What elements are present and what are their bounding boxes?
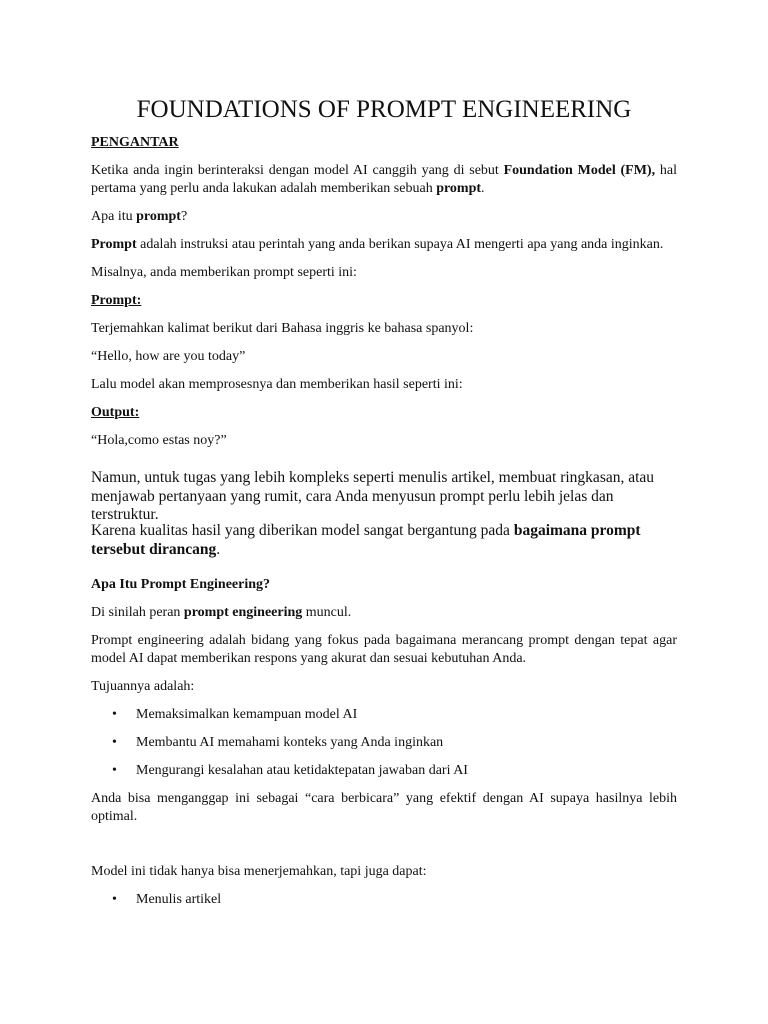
bold-term: Foundation Model (FM),: [503, 163, 656, 178]
paragraph-output-intro: Lalu model akan memprosesnya dan memberikan hasil seperti ini:: [91, 377, 463, 392]
paragraph-pe-definition: Prompt engineering adalah bidang yang fokus pada bagaimana merancang prompt dengan tepat agar model AI dapat memberikan respons yang akurat dan sesuai kebutuhan Anda.: [91, 633, 677, 666]
list-item: Menulis artikel: [136, 892, 222, 907]
paragraph-intro: [91, 162, 677, 198]
paragraph-question: [91, 208, 677, 226]
bullet-marker: •: [112, 763, 117, 778]
bold-term: prompt: [436, 181, 482, 196]
list-item: Memaksimalkan kemampuan model AI: [136, 707, 358, 722]
text-span: Ketika anda ingin berinteraksi dengan model AI canggih yang di sebut: [91, 163, 504, 178]
text-span: muncul.: [302, 605, 352, 620]
text-span: Karena kualitas hasil yang diberikan model sangat bergantung pada: [91, 522, 514, 539]
bold-term: prompt engineering: [183, 605, 303, 620]
bullet-marker: •: [112, 707, 117, 722]
bold-term: Prompt: [91, 237, 137, 252]
text-span: ?: [180, 209, 188, 224]
paragraph-complex-tasks: Namun, untuk tugas yang lebih kompleks seperti menulis artikel, membuat ringkasan, atau menjawab pertanyaan yang rumit, cara Anda menyusun prompt perlu lebih jelas dan terstruktur.: [91, 469, 655, 523]
paragraph-role: [91, 604, 677, 622]
list-item: Mengurangi kesalahan atau ketidaktepatan jawaban dari AI: [136, 763, 468, 778]
output-label: Output:: [91, 405, 140, 420]
text-span: .: [216, 540, 221, 558]
prompt-label: Prompt:: [91, 293, 142, 308]
text-span: hal pertama yang perlu anda lakukan adalah memberikan sebuah: [91, 163, 677, 196]
bullet-marker: •: [112, 892, 117, 907]
paragraph-abilities-intro: Model ini tidak hanya bisa menerjemahkan, tapi juga dapat:: [91, 864, 427, 879]
bold-term: prompt: [136, 209, 181, 224]
list-item: Membantu AI memahami konteks yang Anda inginkan: [136, 735, 444, 750]
text-span: Di sinilah peran: [91, 605, 184, 620]
paragraph-prompt-quote: “Hello, how are you today”: [91, 349, 246, 364]
paragraph-output-quote: “Hola,como estas noy?”: [91, 433, 227, 448]
paragraph-analogy: Anda bisa menganggap ini sebagai “cara berbicara” yang efektif dengan AI supaya hasilnya lebih optimal.: [91, 791, 677, 824]
paragraph-example-intro: Misalnya, anda memberikan prompt seperti ini:: [91, 265, 357, 280]
heading-pengantar: PENGANTAR: [91, 135, 179, 150]
paragraph-quality: [91, 522, 677, 559]
paragraph-prompt-text: Terjemahkan kalimat berikut dari Bahasa inggris ke bahasa spanyol:: [91, 321, 474, 336]
text-span: Apa itu: [91, 209, 137, 224]
text-span: adalah instruksi atau perintah yang anda berikan supaya AI mengerti apa yang anda inginkan.: [136, 237, 664, 252]
bold-term: bagaimana prompt tersebut dirancang: [91, 522, 641, 558]
bullet-marker: •: [112, 735, 117, 750]
heading-prompt-engineering: Apa Itu Prompt Engineering?: [91, 577, 271, 592]
paragraph-goals-intro: Tujuannya adalah:: [91, 679, 195, 694]
paragraph-definition: [91, 236, 677, 254]
document-title: FOUNDATIONS OF PROMPT ENGINEERING: [136, 96, 632, 123]
text-span: .: [481, 181, 485, 196]
